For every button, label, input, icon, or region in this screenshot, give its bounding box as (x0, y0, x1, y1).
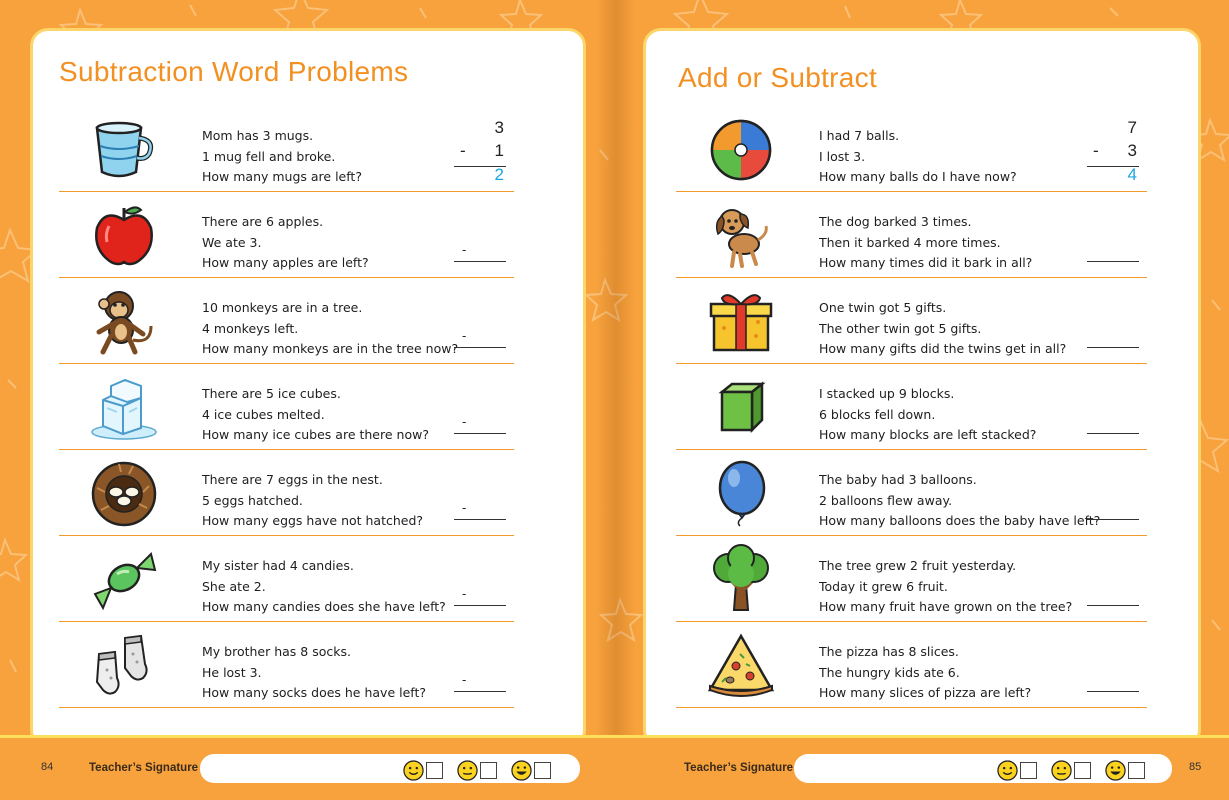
problem-line: One twin got 5 gifts. (819, 300, 947, 315)
answer-blank[interactable] (1087, 261, 1139, 262)
smiley-neutral-icon (1051, 760, 1072, 781)
operator-sign: - (462, 328, 467, 343)
problem-line: How many socks does he have left? (202, 685, 426, 700)
problem-line: My sister had 4 candies. (202, 558, 354, 573)
problem-line: The pizza has 8 slices. (819, 644, 959, 659)
problem-row (59, 278, 514, 364)
operator-sign: - (460, 141, 466, 160)
answer-blank[interactable] (454, 605, 506, 606)
example-top-number: 3 (494, 118, 504, 137)
problem-line: 6 blocks fell down. (819, 406, 936, 422)
answer-area[interactable] (454, 458, 506, 530)
problem-line: 4 ice cubes melted. (202, 406, 325, 422)
problem-row (676, 364, 1147, 450)
problem-line: The baby had 3 balloons. (819, 472, 977, 487)
problem-line: The hungry kids ate 6. (819, 664, 960, 680)
answer-area[interactable] (1087, 372, 1139, 444)
pizza-icon (706, 630, 776, 700)
problem-text (202, 556, 452, 618)
rating-checkbox[interactable] (480, 762, 497, 779)
problem-line: She ate 2. (202, 578, 266, 594)
answer-area[interactable] (1087, 286, 1139, 358)
problem-line: 1 mug fell and broke. (202, 148, 336, 164)
problem-text (202, 212, 452, 274)
answer-area[interactable] (1087, 200, 1139, 272)
problem-line: The tree grew 2 fruit yesterday. (819, 558, 1017, 573)
teacher-signature-label: Teacher’s Signature (89, 762, 199, 774)
problem-row (676, 450, 1147, 536)
problem-line: There are 6 apples. (202, 214, 324, 229)
mug-icon (89, 114, 159, 184)
problem-row (59, 450, 514, 536)
problem-line: Mom has 3 mugs. (202, 128, 314, 143)
answer-blank[interactable] (1087, 433, 1139, 434)
smiley-grin-icon (1105, 760, 1126, 781)
problem-line: How many balloons does the baby have left? (819, 513, 1101, 528)
answer-blank[interactable] (1087, 347, 1139, 348)
problem-line: 5 eggs hatched. (202, 492, 303, 508)
answer-area[interactable] (1087, 458, 1139, 530)
smiley-neutral-icon (457, 760, 478, 781)
problem-line: How many balls do I have now? (819, 169, 1017, 184)
example-bottom-number: 1 (494, 141, 504, 160)
problem-row (676, 106, 1147, 192)
candy-icon (89, 544, 159, 614)
ice-cube-icon (89, 372, 159, 442)
apple-icon (89, 200, 159, 270)
problem-text (819, 556, 1073, 618)
problem-line: There are 7 eggs in the nest. (202, 472, 383, 487)
problem-text (819, 384, 1069, 446)
problem-line: The dog barked 3 times. (819, 214, 972, 229)
problem-text (202, 642, 452, 704)
answer-area[interactable] (1087, 630, 1139, 702)
example-answer: 2 (494, 165, 504, 184)
operator-sign: - (1093, 141, 1099, 160)
gift-icon (706, 286, 776, 356)
answer-blank[interactable] (454, 261, 506, 262)
problem-line: There are 5 ice cubes. (202, 386, 341, 401)
problem-line: Today it grew 6 fruit. (819, 578, 948, 594)
problem-line: How many eggs have not hatched? (202, 513, 424, 528)
problem-line: How many blocks are left stacked? (819, 427, 1037, 442)
page-title-left: Subtraction Word Problems (59, 56, 409, 87)
balloon-icon (706, 458, 776, 528)
problem-line: How many candies does she have left? (202, 599, 446, 614)
answer-blank[interactable] (454, 433, 506, 434)
problem-line: How many fruit have grown on the tree? (819, 599, 1073, 614)
problem-line: He lost 3. (202, 664, 262, 680)
answer-area[interactable] (454, 372, 506, 444)
answer-area[interactable] (454, 200, 506, 272)
problem-row (59, 364, 514, 450)
problem-line: 2 balloons flew away. (819, 492, 953, 508)
smiley-happy-icon (403, 760, 424, 781)
problem-text (819, 642, 1069, 704)
problem-line: I stacked up 9 blocks. (819, 386, 955, 401)
operator-sign: - (462, 242, 467, 257)
answer-blank[interactable] (454, 519, 506, 520)
problem-text (819, 212, 1069, 274)
page-number-right: 85 (1189, 761, 1202, 773)
problem-line: How many times did it bark in all? (819, 255, 1033, 270)
problem-row (59, 536, 514, 622)
page-number-left: 84 (41, 761, 54, 773)
bird-nest-icon (89, 458, 159, 528)
dog-icon (706, 200, 776, 270)
problem-line: How many slices of pizza are left? (819, 685, 1032, 700)
problem-line: Then it barked 4 more times. (819, 234, 1001, 250)
rating-checkbox[interactable] (426, 762, 443, 779)
rating-checkbox[interactable] (534, 762, 551, 779)
answer-area[interactable] (1087, 544, 1139, 616)
monkey-icon (89, 286, 159, 356)
smiley-grin-icon (511, 760, 532, 781)
problem-text (202, 384, 452, 446)
problem-row (676, 278, 1147, 364)
problem-line: I lost 3. (819, 148, 866, 164)
problem-row (59, 106, 514, 192)
problem-line: How many monkeys are in the tree now? (202, 341, 459, 356)
rating-checkbox[interactable] (1128, 762, 1145, 779)
operator-sign: - (462, 586, 467, 601)
operator-sign: - (462, 500, 467, 515)
example-bottom-number: 3 (1127, 141, 1137, 160)
teacher-signature-label: Teacher’s Signature (684, 762, 794, 774)
problem-line: How many gifts did the twins get in all? (819, 341, 1067, 356)
answer-area[interactable] (454, 630, 506, 702)
problem-row (676, 536, 1147, 622)
problem-line: I had 7 balls. (819, 128, 900, 143)
rating-group-left (403, 759, 565, 781)
problem-row (59, 192, 514, 278)
smiley-happy-icon (997, 760, 1018, 781)
answer-blank[interactable] (454, 347, 506, 348)
problem-line: 4 monkeys left. (202, 320, 299, 336)
example-answer: 4 (1127, 165, 1137, 184)
problem-line: How many apples are left? (202, 255, 369, 270)
problem-line: My brother has 8 socks. (202, 644, 351, 659)
answer-blank[interactable] (1087, 691, 1139, 692)
answer-blank[interactable] (1087, 519, 1139, 520)
problem-line: 10 monkeys are in a tree. (202, 300, 363, 315)
rating-group-right (997, 759, 1159, 781)
problem-text (202, 126, 452, 188)
worked-example (1087, 114, 1139, 186)
problem-line: The other twin got 5 gifts. (819, 320, 982, 336)
problem-line: How many mugs are left? (202, 169, 362, 184)
problem-text (819, 470, 1101, 532)
worked-example (454, 114, 506, 186)
problem-row (676, 622, 1147, 708)
example-top-number: 7 (1127, 118, 1137, 137)
block-icon (706, 372, 776, 442)
operator-sign: - (462, 414, 467, 429)
problem-text (202, 470, 452, 532)
problem-row (59, 622, 514, 708)
answer-blank[interactable] (1087, 605, 1139, 606)
socks-icon (89, 630, 159, 700)
book-gutter (596, 0, 636, 800)
rating-checkbox[interactable] (1074, 762, 1091, 779)
answer-blank[interactable] (454, 691, 506, 692)
page-title-right: Add or Subtract (678, 62, 878, 93)
problem-text (202, 298, 459, 360)
answer-area[interactable] (454, 286, 506, 358)
operator-sign: - (462, 672, 467, 687)
problem-text (819, 126, 1069, 188)
problem-line: We ate 3. (202, 234, 262, 250)
tree-icon (706, 544, 776, 614)
beach-ball-icon (706, 114, 776, 184)
answer-area[interactable] (454, 544, 506, 616)
problem-text (819, 298, 1069, 360)
problem-line: How many ice cubes are there now? (202, 427, 429, 442)
rating-checkbox[interactable] (1020, 762, 1037, 779)
problem-row (676, 192, 1147, 278)
